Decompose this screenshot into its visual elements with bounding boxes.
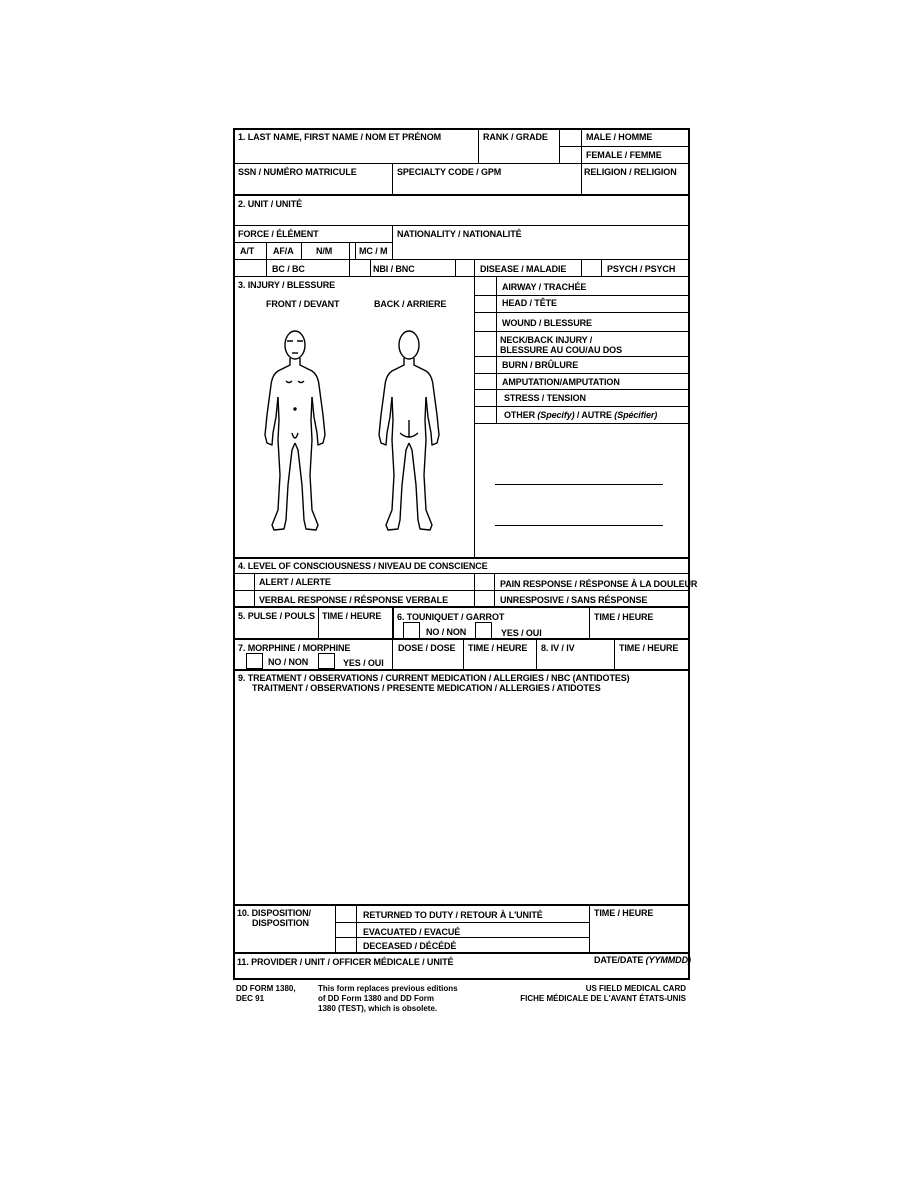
date-format: (YYMMDD): [645, 955, 691, 965]
female-checkbox[interactable]: [560, 147, 581, 163]
divider: [234, 638, 689, 640]
religion-label: RELIGION / RELIGION: [584, 167, 677, 177]
divider: [392, 639, 393, 670]
divider: [392, 163, 393, 194]
ssn-label: SSN / NUMÉRO MATRICULE: [238, 167, 357, 177]
disease-label: DISEASE / MALADIE: [480, 264, 567, 274]
other-specify-fr: (Spécifier): [614, 410, 658, 420]
divider: [474, 312, 689, 313]
divider: [536, 639, 537, 670]
force-option-at[interactable]: A/T: [240, 246, 255, 256]
force-option-afa[interactable]: AF/A: [273, 246, 294, 256]
name-label: 1. LAST NAME, FIRST NAME / NOM ET PRÉNOM: [238, 132, 442, 142]
divider: [474, 373, 689, 374]
form-note-3: 1380 (TEST), which is obsolete.: [318, 1004, 438, 1013]
unit-label: 2. UNIT / UNITÉ: [238, 199, 303, 209]
disposition-deceased[interactable]: DECEASED / DÉCÉDÉ: [363, 941, 457, 951]
date-label: [594, 955, 691, 965]
divider: [589, 607, 590, 639]
dose-label: DOSE / DOSE: [398, 643, 456, 653]
divider: [234, 606, 689, 608]
other-text-fr: / AUTRE: [574, 410, 615, 420]
tourniquet-label: 6. TOUNIQUET / GARROT: [397, 612, 505, 622]
iv-time-label: TIME / HEURE: [619, 643, 679, 653]
divider: [474, 259, 475, 276]
divider: [601, 259, 602, 276]
disposition-evacuated[interactable]: EVACUATED / EVACUÉ: [363, 927, 461, 937]
form-note-2: of DD Form 1380 and DD Form: [318, 994, 435, 1003]
injury-airway[interactable]: AIRWAY / TRACHÉE: [502, 282, 587, 292]
divider: [478, 129, 479, 164]
divider: [370, 259, 371, 276]
force-label: FORCE / ÉLÉMENT: [238, 229, 319, 239]
divider: [455, 259, 456, 276]
nbi-label: NBI / BNC: [373, 264, 415, 274]
divider: [349, 242, 350, 276]
divider: [335, 905, 336, 953]
disposition-label-fr: DISPOSITION: [252, 918, 309, 928]
divider: [474, 389, 689, 390]
divider: [234, 573, 689, 574]
divider: [234, 669, 689, 671]
morphine-no-label: NO / NON: [268, 657, 309, 667]
iv-label: 8. IV / IV: [541, 643, 575, 653]
pulse-label: 5. PULSE / POULS: [238, 611, 315, 621]
verbal-option[interactable]: VERBAL RESPONSE / RÉSPONSE VERBALE: [259, 595, 448, 605]
injury-amputation[interactable]: AMPUTATION/AMPUTATION: [502, 377, 620, 387]
pain-option[interactable]: PAIN RESPONSE / RÉSPONSE À LA DOULEUR: [500, 579, 698, 589]
morphine-yes-label: YES / OUI: [343, 658, 384, 668]
pulse-time-label: TIME / HEURE: [322, 611, 382, 621]
treatment-area[interactable]: [236, 695, 687, 903]
nationality-label: NATIONALITY / NATIONALITÉ: [397, 229, 522, 239]
tourniquet-yes-checkbox[interactable]: [475, 622, 492, 639]
divider: [234, 194, 689, 196]
injury-head[interactable]: HEAD / TÊTE: [502, 298, 557, 308]
injury-neck-back[interactable]: NECK/BACK INJURY /: [500, 335, 593, 345]
front-label: FRONT / DEVANT: [266, 299, 340, 309]
divider: [355, 242, 356, 259]
force-option-mcm[interactable]: MC / M: [359, 246, 388, 256]
specify-line[interactable]: [495, 484, 663, 485]
injury-wound[interactable]: WOUND / BLESSURE: [502, 318, 592, 328]
back-body-figure[interactable]: [372, 325, 454, 540]
back-label: BACK / ARRIERE: [374, 299, 447, 309]
injury-stress[interactable]: STRESS / TENSION: [504, 393, 586, 403]
alert-option[interactable]: ALERT / ALERTE: [259, 577, 331, 587]
other-text: OTHER: [504, 410, 538, 420]
disposition-time-label: TIME / HEURE: [594, 908, 654, 918]
injury-other[interactable]: [504, 410, 657, 420]
divider: [234, 952, 689, 954]
disposition-returned[interactable]: RETURNED TO DUTY / RETOUR À L'UNITÉ: [363, 910, 543, 920]
divider: [318, 607, 319, 639]
unresponsive-option[interactable]: UNRESPOSIVE / SANS RÉSPONSE: [500, 595, 648, 605]
form-title: US FIELD MEDICAL CARD: [585, 984, 686, 993]
morphine-no-checkbox[interactable]: [246, 653, 263, 669]
tourniquet-yes-label: YES / OUI: [501, 628, 542, 638]
divider: [335, 937, 589, 938]
divider: [335, 922, 589, 923]
form-note-1: This form replaces previous editions: [318, 984, 458, 993]
form-date: DEC 91: [236, 994, 265, 1003]
front-body-figure[interactable]: [258, 325, 340, 540]
male-checkbox[interactable]: [560, 130, 581, 146]
consciousness-label: 4. LEVEL OF CONSCIOUSNESS / NIVEAU DE CONSCIENCE: [238, 561, 488, 571]
divider: [474, 295, 689, 296]
date-text: DATE/DATE: [594, 955, 646, 965]
form-title-fr: FICHE MÉDICALE DE L'AVANT ÉTATS-UNIS: [520, 994, 686, 1003]
divider: [234, 904, 689, 906]
divider: [234, 259, 689, 260]
tourniquet-no-checkbox[interactable]: [403, 622, 420, 639]
form-number: DD FORM 1380,: [236, 984, 296, 993]
tourniquet-no-label: NO / NON: [426, 627, 467, 637]
divider: [356, 905, 357, 953]
specify-line[interactable]: [495, 525, 663, 526]
injury-burn[interactable]: BURN / BRÛLURE: [502, 360, 579, 370]
divider: [234, 225, 689, 226]
disposition-label: 10. DISPOSITION/: [237, 908, 311, 918]
provider-label: 11. PROVIDER / UNIT / OFFICER MÉDICALE / UNITÉ: [237, 957, 454, 967]
female-label: FEMALE / FEMME: [586, 150, 662, 160]
divider: [234, 557, 689, 559]
divider: [234, 163, 689, 164]
divider: [581, 259, 582, 276]
specialty-label: SPECIALTY CODE / GPM: [397, 167, 502, 177]
divider: [474, 276, 475, 557]
divider: [474, 331, 689, 332]
divider: [614, 639, 615, 670]
divider: [301, 242, 302, 259]
divider: [589, 905, 590, 953]
treatment-label-fr: TRAITMENT / OBSERVATIONS / PRESENTE MEDICATION / ALLERGIES / ATIDOTES: [252, 683, 601, 693]
morphine-time-label: TIME / HEURE: [468, 643, 528, 653]
divider: [474, 406, 689, 407]
divider: [234, 590, 689, 591]
divider: [234, 276, 689, 277]
morphine-yes-checkbox[interactable]: [318, 653, 335, 669]
rank-label: RANK / GRADE: [483, 132, 548, 142]
other-specify: (Specify): [537, 410, 575, 420]
divider: [581, 129, 582, 195]
force-option-nm[interactable]: N/M: [316, 246, 333, 256]
tourniquet-time-label: TIME / HEURE: [594, 612, 654, 622]
divider: [234, 242, 393, 243]
injury-neck-back-fr: BLESSURE AU COU/AU DOS: [500, 345, 622, 355]
divider: [392, 607, 394, 639]
divider: [266, 242, 267, 276]
divider: [474, 423, 689, 424]
injury-label: 3. INJURY / BLESSURE: [238, 280, 336, 290]
bc-label: BC / BC: [272, 264, 305, 274]
divider: [496, 276, 497, 423]
treatment-label: 9. TREATMENT / OBSERVATIONS / CURRENT MEDICATION / ALLERGIES / NBC (ANTIDOTES): [238, 673, 630, 683]
divider: [474, 356, 689, 357]
morphine-label: 7. MORPHINE / MORPHINE: [238, 643, 351, 653]
divider: [463, 639, 464, 670]
psych-label: PSYCH / PSYCH: [607, 264, 676, 274]
male-label: MALE / HOMME: [586, 132, 653, 142]
